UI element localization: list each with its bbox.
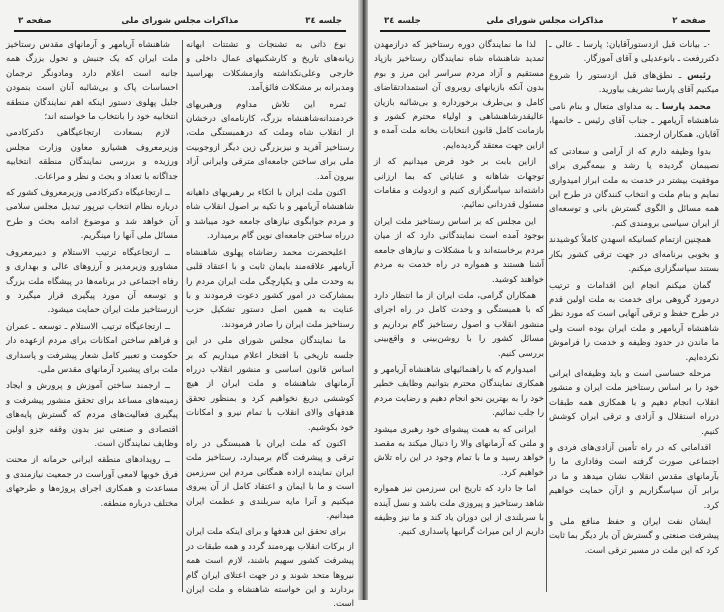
paragraph: ــ ارتجاعیگاه ترتیب الاستلام ـ توسعه ـ عمران و فراهم ساختن امکانات برای مردم ازعهده دار حکومت و تعبیر کامل شعار پیشرفت و پاسداری ملت برای پیشبرد آرمانهای مقدس ملی. bbox=[6, 321, 178, 375]
paragraph: ۰ـ بیانات قبل ازدستورآقایان: پارسا ـ عالی ـ دکتررفعت ـ بانوعدیلی و آقای آموزگار. bbox=[549, 40, 719, 65]
running-title: مذاکرات مجلس شورای ملی bbox=[486, 16, 604, 26]
paragraph: ــ ارتجاعیگاه ترتیب الاستلام و دبیرمعروف مشاورو وزیرمدیر و آرزوهای عالی و بهداری و رفاه اجتماعی در برنامه‌ها در پیشگاه ملت بزرگ و توسعه آن مورد پیگیری قرار میگیرد و ازرستاخیز ملت ایران حمایت میشود. bbox=[6, 247, 178, 316]
paragraph: ــ ارتجاعیگاه دکترکادمی وزیرمعروف کشور که درباره نظام انتخاب تیرپور تبدیل مجلس سلامی آن خواهد شد و موضوع ادامه بحث و طرح مسائل ملی آنها را مینگریم. bbox=[6, 188, 178, 242]
paragraph: برای تحقق این هدفها و برای اینکه ملت ایران از برکات انقلاب بهره‌مند گردد و همه طبقات در پیشرفت کشور سهیم باشند، لازم است همه نیروها متحد شوند و در جهت اعتلای ایران گام بردارند و این خواسته شاهنشاه و ملت ایران است. bbox=[186, 527, 354, 610]
text-column-right bbox=[549, 38, 719, 596]
paragraph: همچنین ازتمام کسانیکه اسهدن کاملاً کوشیدند و بخوبی برنامه‌ای در جهت ترقی کشور بکار بستند سپاسگزاری میکنم. bbox=[549, 235, 719, 275]
column-divider bbox=[546, 40, 547, 592]
paragraph: رئیس ـ نطق‌های قبل ازدستور را شروع میکنیم آقای پارسا تشریف بیاورید. bbox=[549, 70, 719, 96]
text-column-right bbox=[186, 38, 354, 610]
running-title: مذاکرات مجلس شورای ملی bbox=[121, 16, 239, 26]
paragraph: همکاران گرامی، ملت ایران از ما انتظار دارد که با همبستگی و وحدت کامل در راه اجرای منشور انقلاب و اصول رستاخیز گام برداریم و مسائل کشور را با روشن‌بینی و واقع‌بینی بررسی کنیم. bbox=[374, 290, 544, 359]
paragraph: مرحله حساسی است و باید وظیفه‌ای ایرانی خود را بر اساس رستاخیز ملت ایران و منشور انقلاب انجام دهیم و با همکاری همه طبقات درراه استقلال و آزادی و ترقی ایران کوشش کنیم. bbox=[549, 368, 719, 437]
page-header bbox=[380, 12, 710, 32]
paragraph: گمان میکنم انجام این اقدامات و ترتیب درمورد گروهی برای خدمت به ملت اولین قدم در طرح حفظ و ترقی آنهایی است که مورد نظر شاهنشاه آریامهر و ملت ایران بوده است ولی ما ماندن در حدود وظیفه و خدمت را فراموش نکرده‌ایم. bbox=[549, 280, 719, 363]
paragraph: ما نمایندگان مجلس شورای ملی در این جلسه تاریخی با افتخار اعلام میداریم که بر اساس قانون اساسی و منشور انقلاب درراه آرمانهای شاهنشاه و ملت ایران از هیچ کوششی دریغ نخواهیم کرد و بمنظور تحقق هدفهای والای انقلاب با تمام نیرو و امکانات خود بکوشیم. bbox=[186, 336, 354, 433]
page-number: صفحه ۲ bbox=[672, 16, 706, 26]
paragraph: لازم بسعادت ارتجاعیگاهی دکترکادمی وزیرمعروف هشیارو معاون وزارت مجلس ورزیده و بررسی نمایندگان منطقه انتخابیه جداگانه با تعداد و بحث و نظر و مراعات. bbox=[6, 128, 178, 182]
right-page bbox=[366, 0, 724, 600]
page-header bbox=[14, 12, 346, 32]
paragraph: نوع ذاتی به تشنجات و تشتتات ابهانه زیانه‌های تاریخ و کارشکنیهای عمال داخلی و خارجی وعلی‌نکداشته وازمشکلات بهراسید ومدبرانه بر مشکلات فائق‌آمد. bbox=[186, 40, 354, 94]
paragraph: اکنون ملت ایران با اتکاء بر رهبریهای داهیانه شاهنشاه آریامهر و با تکیه بر اصول انقلاب شاه و مردم جوابگوی نیازهای جامعه خود میباشد و درراه ساختن جامعه‌ای نوین گام برمیدارد. bbox=[186, 188, 354, 242]
paragraph: اقداماتی که در راه تأمین آزادی‌های فردی و اجتماعی صورت گرفته است وفاداری ما را بآرمانهای مقدس انقلاب نشان میدهد و ما در برابر آن سپاسگزاریم و ازآن حمایت خواهیم کرد. bbox=[549, 442, 719, 511]
page-number: صفحه ۳ bbox=[18, 16, 52, 26]
paragraph: ــ ارجمند ساختن آموزش و پرورش و ایجاد زمینه‌های مساعد برای تحقق منشور پیشرفت و پیگیری فعالیت‌های مردم که گسترش پایه‌های اقتصادی و صنعتی تیز بدون وقفه جزو اولین وظایف نمایندگان است. bbox=[6, 381, 178, 449]
paragraph: اعلیحضرت محمد رضاشاه پهلوی شاهنشاه آریامهر علاقه‌مند بایمان ثابت و با اعتقاد قلبی به وحدت ملی و یکپارچگی ملت ایران مردم را بمشارکت در امور کشور دعوت فرمودند و با عنایت به همین اصل دستور تشکیل حزب رستاخیز ملت ایران را صادر فرمودند. bbox=[186, 247, 354, 330]
paragraph: اما جا دارد که تاریخ این سرزمین نیز همواره شاهد رستاخیز و پیروزی ملت باشد و نسل آینده با سربلندی از این دوران یاد کند و ما نیز وظیفه داریم از این میراث گرانبها پاسداری کنیم. bbox=[374, 484, 544, 538]
paragraph: ازاین بابت بر خود فرض میدانیم که از توجهات شاهانه و عنایاتی که بما ارزانی داشته‌اند سپاسگزاری کنیم و ازدولت و مقامات مسئول قدردانی نمائیم. bbox=[374, 157, 544, 211]
paragraph: محمد پارسا ـ به مداوای متعال و بنام نامی شاهنشاه آریامهر ـ جناب آقای رئیس ـ خانمها، آقایان، همکاران ارجمند. bbox=[549, 101, 719, 141]
paragraph: ثمره این تلاش مداوم ورهبریهای خردمندانه‌شاهنشاه بزرگ، کارنامه‌ای درخشان از انقلاب شاه وملت که درهمبستگی ملت، رستاخیز آفرید و نیزبزرگی زین دیگر ازوجوبیت ملی برای ساختن جامعه‌ای مترقی وایرانی آزاد بیرون آمد. bbox=[186, 99, 354, 182]
session-number: جلسه ۳٤ bbox=[305, 16, 342, 26]
paragraph: شاهنشاه آریامهر و آرمانهای مقدس رستاخیز ملت ایران که یک جنبش و تحول بزرگ همه جانبه است اعلام دارد ومادونگر ترجمان احساسات پاک و بی‌شائبه آنان است بنمودن جلیل پهلوی دستور اینکه اهم نمایندگان منطقه انتخابیه خود را بانتخاب ما خواسته اند؛ bbox=[6, 40, 178, 123]
left-page bbox=[0, 0, 360, 610]
paragraph: ایشان نفت ایران و حفظ منافع ملی و پیشرفت صنعتی و گسترش آن بار دیگر بما ثابت کرد که این ملت در مسیر ترقی است. bbox=[549, 517, 719, 556]
paragraph: این مجلس که بر اساس رستاخیز ملت ایران بوجود آمده است نمایندگانی دارد که از میان مردم برخاسته‌اند و با مشکلات و نیازهای جامعه آشنا هستند و همواره در راه خدمت به مردم خواهند کوشید. bbox=[374, 216, 544, 285]
text-column-left bbox=[6, 38, 178, 596]
column-divider bbox=[182, 40, 183, 592]
text-column-left bbox=[374, 38, 544, 596]
paragraph: ــ رویدادهای منطقه ایرانی حرمانه از محنت فرق خوبها لامعی آوراست در جمعیت نیازمندی و مساعدت و همکاری اجرای پروژه‌ها و طرحهای مختلف درباره منطقه. bbox=[6, 455, 178, 509]
session-number: جلسه ۳٤ bbox=[384, 16, 421, 26]
paragraph: اکنون که ملت ایران با همبستگی در راه ترقی و پیشرفت گام برمیدارد، رستاخیز ملت ایران نماینده اراده همگانی مردم این سرزمین است و ما با ایمان و اعتقاد کامل از آن پیروی میکنیم و آنرا مایه سربلندی و عظمت ایران میدانیم. bbox=[186, 438, 354, 521]
paragraph: امیدوارم که با راهنمائیهای شاهنشاه آریامهر و همکاری نمایندگان محترم بتوانیم وظایف خطیر خود را به بهترین نحو انجام دهیم و رضایت مردم را جلب نمائیم. bbox=[374, 364, 544, 419]
paragraph: لذا ما نمایندگان دوره رستاخیز که درازمهدن تمدید شاهنشاه شاه نمایندگان رستاخیز بازپاد مستقیم و آزاد مردم سراسر این مرز و بوم بدون آنکه بازیانهای روبروی آن استمدادتقاضای کامل و بی‌طرف برخورداره و بی‌شائبه بازیان عالیقدرشاهنشاهی و اولیاء محترم کشور و بازمانت کامل قانون انتخابات بخانه ملت آمده و ازاین جهت معتقد گردیده‌ایم. bbox=[374, 40, 544, 151]
paragraph: بدوا وظیفه دارم که از آرامی و سعادتی که نصیبمان گردیده یا رشد و بیمه‌گیری برای موفقیت بیشتر در خدمت به ملت ابراز امیدواری نمایم و بنام ملت و انتخاب کنندگان در طرح این همه مسائل و الگوی گسترش بانی و توسعه‌ای از ایران سیاسی برومندی کنم. bbox=[549, 146, 719, 229]
paragraph: ایرانی که به همت پیشوای خود رهبری میشود و ملتی که آرمانهای والا را دنبال میکند به مقصد خواهد رسید و ما با تمام وجود در این راه تلاش خواهیم کرد. bbox=[374, 424, 544, 478]
